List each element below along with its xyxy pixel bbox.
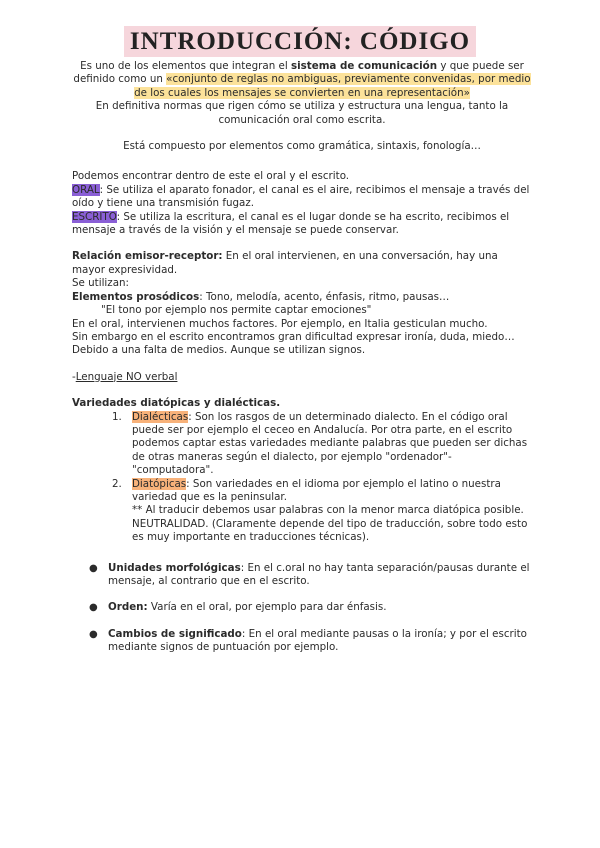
list-item: ● Orden: Varía en el oral, por ejemplo para dar énfasis.: [89, 601, 387, 614]
sistema-comunicacion-term: sistema de comunicación: [291, 60, 438, 72]
diatopicas-note: ** Al traducir debemos usar palabras con la menor marca diatópica posible. NEUTRALIDAD. (Claramente depende del tipo de traducción, sobre todo esto es muy importante en traducciones técnicas).: [132, 504, 528, 544]
bullet-icon: ●: [89, 602, 98, 614]
dialecticas-label: Dialécticas: [132, 410, 189, 423]
list-item: ● Cambios de significado: En el oral mediante pausas o la ironía; y por el escrito mediante signos de puntuación por ejemplo.: [89, 627, 527, 654]
oral-escrito-intro: Podemos encontrar dentro de este el oral y el escrito.: [72, 170, 350, 183]
lenguaje-no-verbal: -Lenguaje NO verbal: [72, 370, 178, 383]
sin-embargo: Sin embargo en el escrito encontramos gran dificultad expresar ironía, duda, miedo…Debido a una falta de medios. Aunque se utilizan signos.: [72, 330, 515, 357]
prosodicos-paragraph: Elementos prosódicos: Tono, melodía, acento, énfasis, ritmo, pausas…: [72, 290, 450, 303]
page-title: INTRODUCCIÓN: CÓDIGO: [124, 26, 476, 57]
list-item: ● Unidades morfológicas: En el c.oral no hay tanta separación/pausas durante el mensaje, al contrario que en el escrito.: [89, 561, 530, 587]
relacion-label: Relación emisor-receptor:: [72, 250, 223, 263]
tono-quote: "El tono por ejemplo nos permite captar emociones": [101, 304, 372, 317]
intro-paragraph: Es uno de los elementos que integran el sistema de comunicación y que puede ser definido como un «conjunto de reglas no ambiguas, previamente convenidas, por medio de los cuales los mensajes se convierten en una representación»: [73, 60, 531, 99]
definition-highlight: «conjunto de reglas no ambiguas, previamente convenidas, por medio de los cuales los mensajes se convierten en una representación»: [134, 73, 531, 99]
list-item: 2. Diatópicas: Son variedades en el idioma por ejemplo el latino o nuestra variedad que es la peninsular. ** Al traducir debemos usar palabras con la menor marca diatópica posible. NEUTRALIDAD. (Claramente depende del tipo de traducción, sobre todo esto es muy importante en traducciones técnicas).: [112, 477, 528, 544]
bullet-icon: ●: [89, 628, 98, 640]
intro-compuesto: Está compuesto por elementos como gramática, sintaxis, fonología…: [123, 140, 481, 153]
relacion-paragraph: Relación emisor-receptor: En el oral intervienen, en una conversación, hay una mayor expresividad.: [72, 250, 498, 276]
oral-definition: ORAL: Se utiliza el aparato fonador, el canal es el aire, recibimos el mensaje a través del oído y tiene una transmisión fugaz.: [72, 183, 530, 210]
diatopicas-label: Diatópicas: [132, 477, 187, 490]
bullet-icon: ●: [89, 562, 98, 574]
list-item: 1. Dialécticas: Son los rasgos de un determinado dialecto. En el código oral puede ser por ejemplo el ceceo en Andalucía. Por otra parte, en el escrito podemos captar estas variedades mediante palabras que pueden ser dichas de otras maneras según el dialecto, por ejemplo "ordenador"-"computadora".: [112, 410, 528, 477]
intro-definitiva: En definitiva normas que rigen cómo se utiliza y estructura una lengua, tanto la comunicación oral como escrita.: [95, 100, 509, 126]
document-body: [72, 60, 532, 655]
variedades-list: [72, 411, 532, 545]
features-list: [72, 562, 532, 655]
oral-label: ORAL: [72, 183, 100, 196]
variedades-heading: Variedades diatópicas y dialécticas.: [72, 397, 281, 410]
escrito-label: ESCRITO: [72, 210, 117, 223]
se-utilizan: Se utilizan:: [72, 277, 129, 290]
escrito-definition: ESCRITO: Se utiliza la escritura, el canal es el lugar donde se ha escrito, recibimos el mensaje a través de la visión y el mensaje se puede conservar.: [72, 210, 510, 237]
oral-factores: En el oral, intervienen muchos factores. Por ejemplo, en Italia gesticulan mucho.: [72, 317, 488, 330]
prosodicos-label: Elementos prosódicos: [72, 290, 200, 303]
